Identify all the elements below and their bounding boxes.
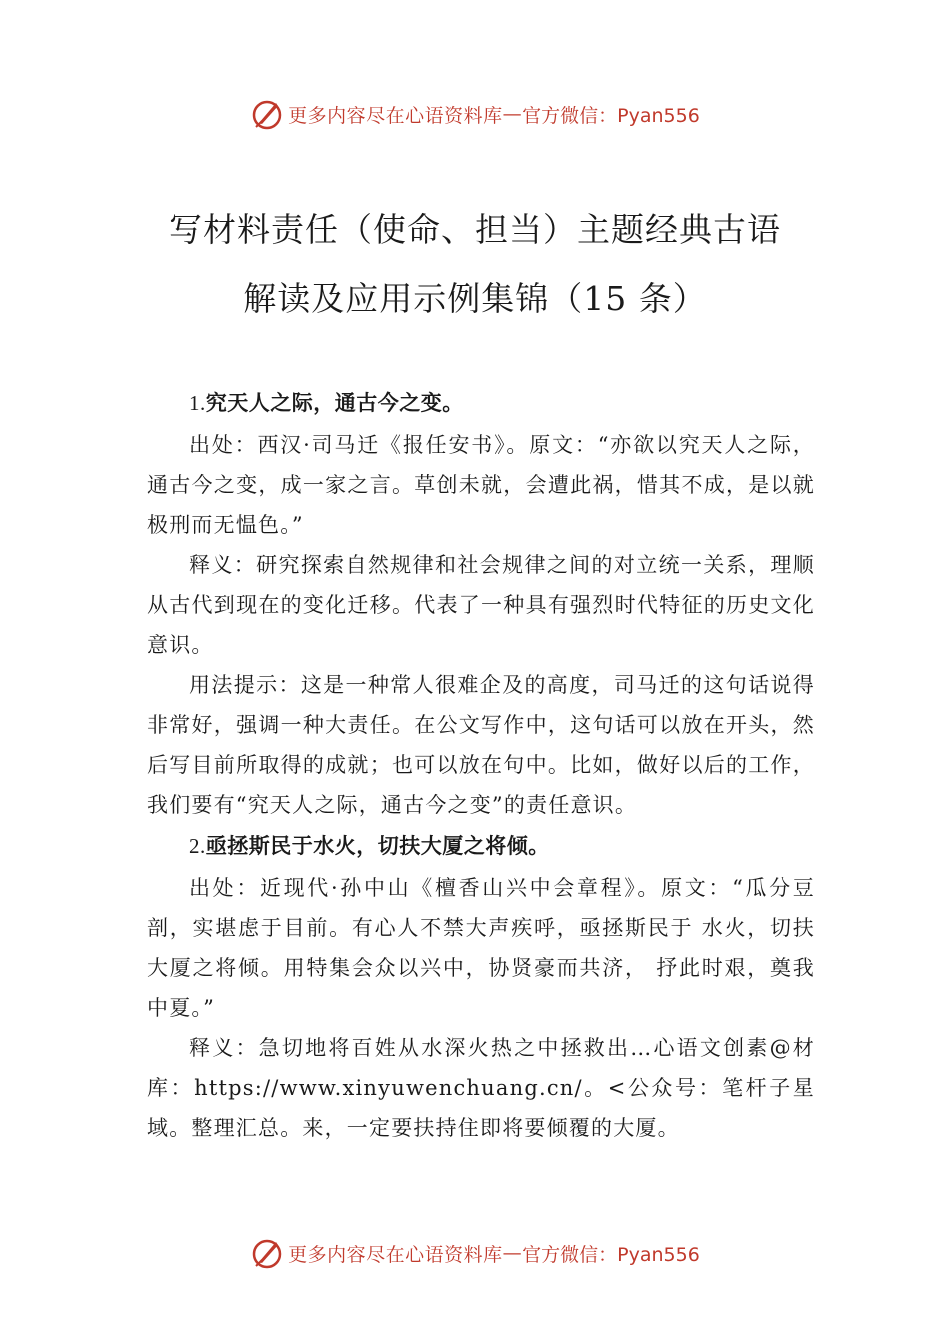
item-2-source: 出处：近现代·孙中山《檀香山兴中会章程》。原文：“瓜分豆剖，实堪虑于目前。有心人不禁大声疾呼，亟拯斯民于 水火，切扶大厦之将倾。用特集会众以兴中，协贤豪而共济， 抒此时艰，奠我中夏。” (147, 876, 815, 1020)
banner-brand: 更多内容尽在心语资料库 (288, 1243, 503, 1266)
document-body (147, 382, 815, 1148)
quill-seal-icon (250, 97, 284, 131)
footer-banner (0, 1233, 950, 1273)
item-1-meaning: 释义：研究探索自然规律和社会规律之间的对立统一关系，理顺从古代到现在的变化迁移。代表了一种具有强烈时代特征的历史文化意识。 (147, 553, 815, 657)
quill-seal-icon (250, 1236, 284, 1270)
header-banner (0, 94, 950, 134)
item-1-heading: 1.究天人之际，通古今之变。 (189, 391, 464, 415)
item-1-usage: 用法提示：这是一种常人很难企及的高度，司马迁的这句话说得非常好，强调一种大责任。在公文写作中，这句话可以放在开头，然后写目前所取得的成就；也可以放在句中。比如，做好以后的工作，我们要有“究天人之际，通古今之变”的责任意识。 (147, 673, 815, 817)
banner-dash: — (502, 1242, 523, 1264)
doc-title-line-1: 写材料责任（使命、担当）主题经典古语 (169, 210, 781, 249)
item-2-heading: 2.亟拯斯民于水火，切扶大厦之将倾。 (189, 834, 550, 858)
banner-wechat: 官方微信：Pyan556 (522, 104, 700, 127)
banner-dash: — (502, 103, 523, 125)
banner-brand: 更多内容尽在心语资料库 (288, 104, 503, 127)
item-1-source: 出处：西汉·司马迁《报任安书》。原文：“亦欲以究天人之际，通古今之变，成一家之言。草创未就，会遭此祸，惜其不成，是以就极刑而无愠色。” (147, 433, 815, 537)
item-2-meaning: 释义：急切地将百姓从水深火热之中拯救出…心语文创素@材库：https://www.xinyuwenchuang.cn/。<公众号：笔杆子星域。整理汇总。来，一定要扶持住即将要倾覆的大厦。 (147, 1036, 815, 1140)
banner-wechat: 官方微信：Pyan556 (522, 1243, 700, 1266)
doc-title-line-2: 解读及应用示例集锦（15 条） (243, 279, 707, 318)
